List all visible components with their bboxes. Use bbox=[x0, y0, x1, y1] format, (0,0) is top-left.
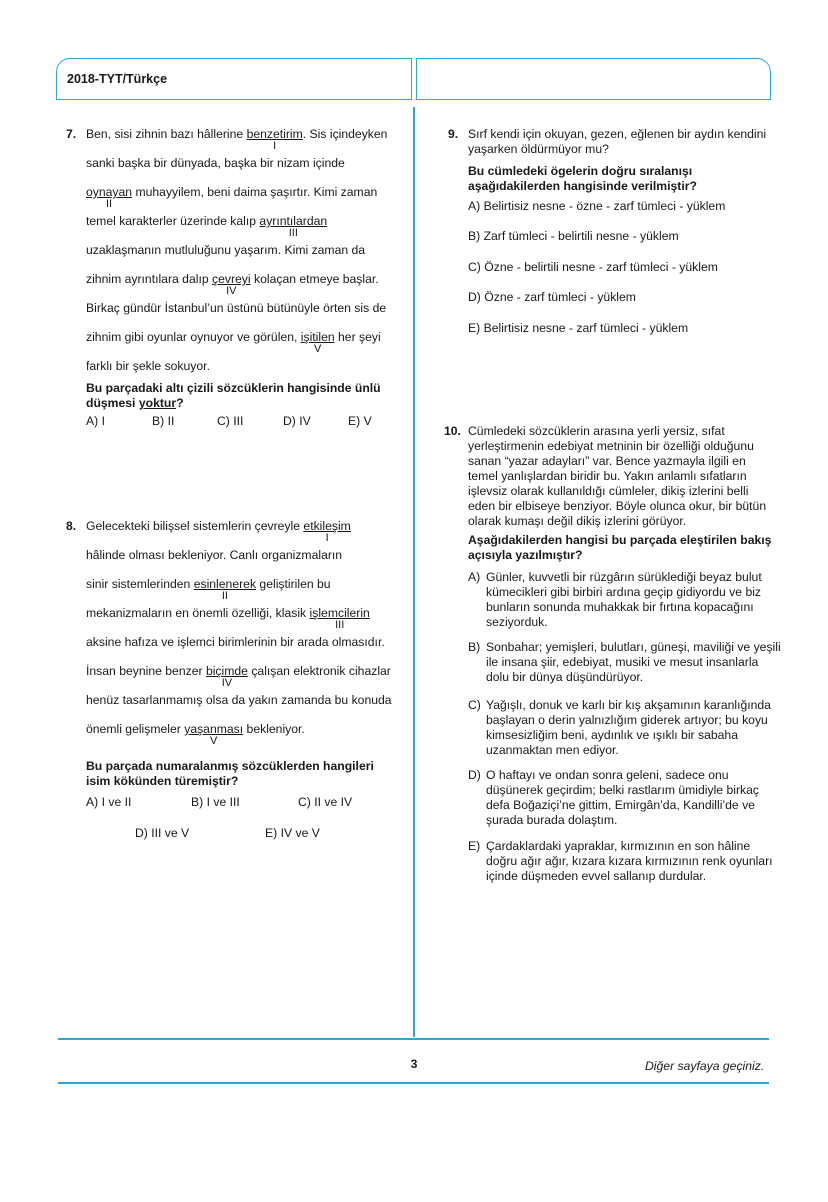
answer-option-e[interactable]: E) Belirtisiz nesne - zarf tümleci - yüklem bbox=[468, 321, 689, 335]
passage-line: Gelecekteki bilişsel sistemlerin çevreyle etkileşim I bbox=[86, 519, 351, 544]
passage-line: farklı bir şekle sokuyor. bbox=[86, 359, 210, 373]
question-stem: düşmesi yoktur? bbox=[86, 396, 184, 410]
passage-line: sanan “yazar adayları” var. Bence yazmayla ilgili en bbox=[468, 454, 746, 468]
passage-line: Cümledeki sözcüklerin arasına yerli yersiz, sıfat bbox=[468, 424, 725, 438]
passage-line: Birkaç gündür İstanbul’un üstünü bütünüyle örten sis de bbox=[86, 301, 387, 315]
passage-line: oynayan II muhayyilem, beni daima şaşırtır. Kimi zaman bbox=[86, 185, 378, 210]
question-sentence: Sırf kendi için okuyan, gezen, eğlenen bir aydın kendini bbox=[468, 127, 767, 141]
underlined-word: çevreyi IV bbox=[212, 272, 251, 297]
passage-line: Ben, sisi zihnin bazı hâllerine benzetirim I . Sis içindeyken bbox=[86, 127, 388, 152]
underlined-word: oynayan II bbox=[86, 185, 133, 210]
answer-option-a[interactable]: A) I bbox=[86, 414, 105, 428]
passage bbox=[468, 424, 766, 529]
answer-option-a[interactable]: A) I ve II bbox=[86, 795, 132, 809]
question-stem: Bu cümledeki ögelerin doğru sıralanışı bbox=[468, 164, 693, 178]
column-divider bbox=[413, 107, 415, 1037]
question-stem: Bu parçada numaralanmış sözcüklerden hangileri bbox=[86, 759, 374, 773]
answer-option-d[interactable]: D) III ve V bbox=[135, 826, 190, 840]
underlined-word: esinlenerek II bbox=[193, 577, 257, 602]
answer-option-c[interactable]: C) III bbox=[217, 414, 244, 428]
passage-line: eden bir elbiseye benziyor. Böyle olunca okur, bir bütün bbox=[468, 499, 767, 513]
underlined-word: ayrıntılardan III bbox=[259, 214, 328, 239]
next-page-note: Diğer sayfaya geçiniz. bbox=[645, 1059, 765, 1073]
underlined-word: işlemcilerin III bbox=[309, 606, 370, 631]
underlined-word: işitilen V bbox=[300, 330, 335, 355]
question-sentence: yaşarken öldürmüyor mu? bbox=[468, 142, 609, 156]
underlined-word: benzetirim I bbox=[246, 127, 303, 152]
question-number: 10. bbox=[444, 424, 461, 438]
answer-option-e[interactable]: E) V bbox=[348, 414, 372, 428]
answer-option-e[interactable]: E) Çardaklardaki yapraklar, kırmızının en son hâline doğru ağır ağır, kızara kızara kırmızının renk oyunları içinde düşmeden evvel sallanıp durdular. bbox=[468, 839, 773, 883]
underlined-word: biçimde IV bbox=[205, 664, 248, 689]
passage-line: uzaklaşmanın mutluluğunu yaşarım. Kimi zaman da bbox=[86, 243, 366, 257]
passage-line: işlevsiz olarak kullanıldığı cümleler, dikiş izlerini belli bbox=[468, 484, 749, 498]
passage-line: aksine hafıza ve işlemci birimlerinin bir arada olmasıdır. bbox=[86, 635, 385, 649]
footer-top-line bbox=[58, 1038, 769, 1040]
answer-option-b[interactable]: B) II bbox=[152, 414, 175, 428]
question-number: 8. bbox=[66, 519, 77, 533]
passage-line: zihnim gibi oyunlar oynuyor ve görülen, işitilen V her şeyi bbox=[86, 330, 381, 355]
answer-option-a[interactable]: A) Günler, kuvvetli bir rüzgârın sürüklediği beyaz bulut kümecikleri gibi birbiri ardına geçip gidiyordu ve biz bunların sonunda muhakkak bir fırtına kopacağını seziyorduk. bbox=[468, 570, 762, 629]
question-stem: açısıyla yazılmıştır? bbox=[468, 548, 583, 562]
passage-line: olarak kumaşı değil dikiş izlerini görüyor. bbox=[468, 514, 687, 528]
answer-option-c[interactable]: C) Yağışlı, donuk ve karlı bir kış akşamının karanlığında başlayan o derin yalnızlığım giderek artıyor; bu koyu kimsesizliğim beni, aydınlık ve ışıklı bir sabaha uzanmaktan men ediyor. bbox=[468, 698, 771, 757]
passage-line: hâlinde olması bekleniyor. Canlı organizmaların bbox=[86, 548, 343, 562]
question-number: 7. bbox=[66, 127, 77, 141]
question-stem: isim kökünden türemiştir? bbox=[86, 774, 239, 788]
header-right-box bbox=[416, 58, 771, 100]
exam-title: 2018-TYT/Türkçe bbox=[67, 72, 168, 86]
passage-line: temel karakterler üzerinde kalıp ayrıntılardan III bbox=[86, 214, 328, 239]
passage-line: yerleştirmenin edebiyat metninin bir özelliği olduğunu bbox=[468, 439, 754, 453]
answer-option-b[interactable]: B) Sonbahar; yemişleri, bulutları, güneşi, maviliği ve yeşili ile insana şiir, edebiyat, musiki ve mesut insanlarla dolu bir dünya düşündürüyor. bbox=[468, 640, 781, 684]
answer-option-c[interactable]: C) Özne - belirtili nesne - zarf tümleci - yüklem bbox=[468, 260, 718, 274]
footer-bottom-line bbox=[58, 1082, 769, 1084]
answer-option-d[interactable]: D) IV bbox=[283, 414, 311, 428]
passage-line: mekanizmaların en önemli özelliği, klasik işlemcilerin III bbox=[86, 606, 370, 631]
passage-line: önemli gelişmeler yaşanması V bekleniyor. bbox=[86, 722, 305, 747]
answer-option-e[interactable]: E) IV ve V bbox=[265, 826, 320, 840]
passage-line: sinir sistemlerinden esinlenerek II geliştirilen bu bbox=[86, 577, 331, 602]
underlined-word: etkileşim I bbox=[303, 519, 351, 544]
question-stem: Aşağıdakilerden hangisi bu parçada eleştirilen bakış bbox=[468, 533, 772, 547]
answer-option-b[interactable]: B) Zarf tümleci - belirtili nesne - yüklem bbox=[468, 229, 679, 243]
question-number: 9. bbox=[448, 127, 459, 141]
answer-option-b[interactable]: B) I ve III bbox=[191, 795, 240, 809]
passage-line: temel yanlışlardan biridir bu. Yakın anlamlı sıfatların bbox=[468, 469, 747, 483]
passage-line: zihnim ayrıntılara dalıp çevreyi IV kolaçan etmeye başlar. bbox=[86, 272, 379, 297]
answer-option-d[interactable]: D) O haftayı ve ondan sonra geleni, sadece onu düşünerek geçirdim; belki rastlarım ümidiyle birkaç defa Boğaziçi’ne gittim, Emirgân’da, Kandilli’de ve şurada burada dolaştım. bbox=[468, 768, 759, 827]
question-stem: aşağıdakilerden hangisinde verilmiştir? bbox=[468, 179, 697, 193]
question-stem: Bu parçadaki altı çizili sözcüklerin hangisinde ünlü bbox=[86, 381, 381, 395]
header-left-box bbox=[56, 58, 412, 100]
answer-option-c[interactable]: C) II ve IV bbox=[298, 795, 353, 809]
page-number: 3 bbox=[410, 1057, 418, 1071]
passage-line: İnsan beynine benzer biçimde IV çalışan elektronik cihazlar bbox=[86, 664, 391, 689]
answer-option-a[interactable]: A) Belirtisiz nesne - özne - zarf tümleci - yüklem bbox=[468, 199, 726, 213]
answer-option-d[interactable]: D) Özne - zarf tümleci - yüklem bbox=[468, 290, 636, 304]
passage-line: sanki başka bir dünyada, başka bir nizam içinde bbox=[86, 156, 345, 170]
underlined-word: yaşanması V bbox=[184, 722, 244, 747]
passage-line: henüz tasarlanmamış olsa da yakın zamanda bu konuda bbox=[86, 693, 392, 707]
